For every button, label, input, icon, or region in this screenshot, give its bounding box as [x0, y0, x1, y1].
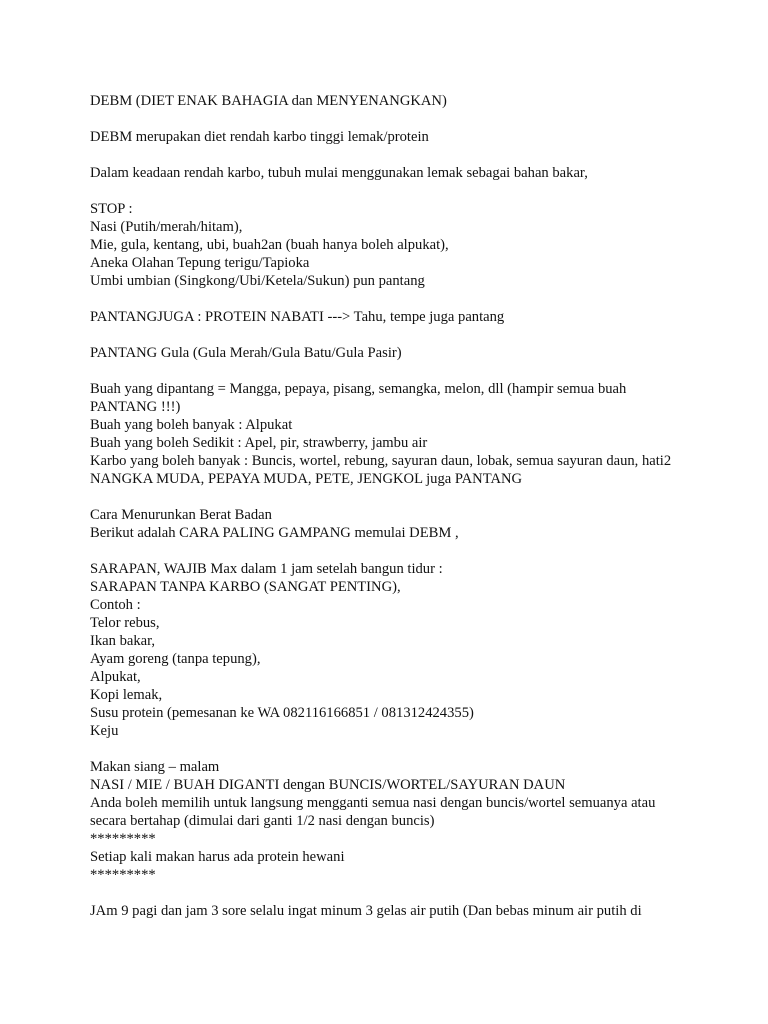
- sarapan-item: Ayam goreng (tanpa tepung),: [90, 651, 261, 667]
- sarapan-item: Kopi lemak,: [90, 687, 163, 703]
- intro2-text: Dalam keadaan rendah karbo, tubuh mulai menggunakan lemak sebagai bahan bakar,: [90, 165, 588, 181]
- buah-dipantang-text: Buah yang dipantang = Mangga, pepaya, pisang, semangka, melon, dll (hampir semua buah PANTANG !!!): [90, 381, 627, 415]
- stop-block: [90, 200, 690, 290]
- pantang-protein-block: [90, 308, 690, 326]
- pantang-protein-text: PANTANGJUGA : PROTEIN NABATI ---> Tahu, tempe juga pantang: [90, 309, 505, 325]
- separator: *********: [90, 867, 156, 883]
- sarapan-item: Keju: [90, 723, 119, 739]
- cara-subheading: Berikut adalah CARA PALING GAMPANG memulai DEBM ,: [90, 525, 459, 541]
- buah-block: [90, 380, 690, 488]
- cara-block: [90, 506, 690, 542]
- intro-block: [90, 128, 690, 146]
- minum-text: JAm 9 pagi dan jam 3 sore selalu ingat minum 3 gelas air putih (Dan bebas minum air putih di: [90, 903, 642, 919]
- sarapan-item: Alpukat,: [90, 669, 141, 685]
- sarapan-item: Susu protein (pemesanan ke WA 082116166851 / 081312424355): [90, 705, 474, 721]
- document-title: DEBM (DIET ENAK BAHAGIA dan MENYENANGKAN): [90, 93, 447, 109]
- sarapan-rule2: SARAPAN TANPA KARBO (SANGAT PENTING),: [90, 579, 401, 595]
- minum-block: [90, 902, 690, 920]
- protein-hewani-text: Setiap kali makan harus ada protein hewani: [90, 849, 345, 865]
- contoh-label: Contoh :: [90, 597, 141, 613]
- sarapan-item: Telor rebus,: [90, 615, 160, 631]
- karbo-boleh-text: Karbo yang boleh banyak : Buncis, wortel, rebung, sayuran daun, lobak, semua sayuran daun, hati2 NANGKA MUDA, PEPAYA MUDA, PETE, JENGKOL juga PANTANG: [90, 453, 672, 487]
- stop-heading: STOP :: [90, 201, 133, 217]
- document-page: [90, 92, 690, 938]
- makan-heading: Makan siang – malam: [90, 759, 220, 775]
- intro-text: DEBM merupakan diet rendah karbo tinggi lemak/protein: [90, 129, 429, 145]
- cara-heading: Cara Menurunkan Berat Badan: [90, 507, 272, 523]
- pantang-gula-text: PANTANG Gula (Gula Merah/Gula Batu/Gula Pasir): [90, 345, 402, 361]
- sarapan-block: [90, 560, 690, 740]
- makan-detail: Anda boleh memilih untuk langsung mengganti semua nasi dengan buncis/wortel semuanya atau secara bertahap (dimulai dari ganti 1/2 nasi dengan buncis): [90, 795, 656, 829]
- intro2-block: [90, 164, 690, 182]
- stop-item: Umbi umbian (Singkong/Ubi/Ketela/Sukun) pun pantang: [90, 273, 425, 289]
- stop-item: Aneka Olahan Tepung terigu/Tapioka: [90, 255, 310, 271]
- pantang-gula-block: [90, 344, 690, 362]
- sarapan-rule: SARAPAN, WAJIB Max dalam 1 jam setelah bangun tidur :: [90, 561, 443, 577]
- makan-rule: NASI / MIE / BUAH DIGANTI dengan BUNCIS/WORTEL/SAYURAN DAUN: [90, 777, 566, 793]
- buah-boleh-banyak-text: Buah yang boleh banyak : Alpukat: [90, 417, 293, 433]
- makan-block: [90, 758, 690, 884]
- stop-item: Mie, gula, kentang, ubi, buah2an (buah hanya boleh alpukat),: [90, 237, 449, 253]
- separator: *********: [90, 831, 156, 847]
- buah-boleh-sedikit-text: Buah yang boleh Sedikit : Apel, pir, strawberry, jambu air: [90, 435, 428, 451]
- sarapan-item: Ikan bakar,: [90, 633, 156, 649]
- stop-item: Nasi (Putih/merah/hitam),: [90, 219, 243, 235]
- title-block: [90, 92, 690, 110]
